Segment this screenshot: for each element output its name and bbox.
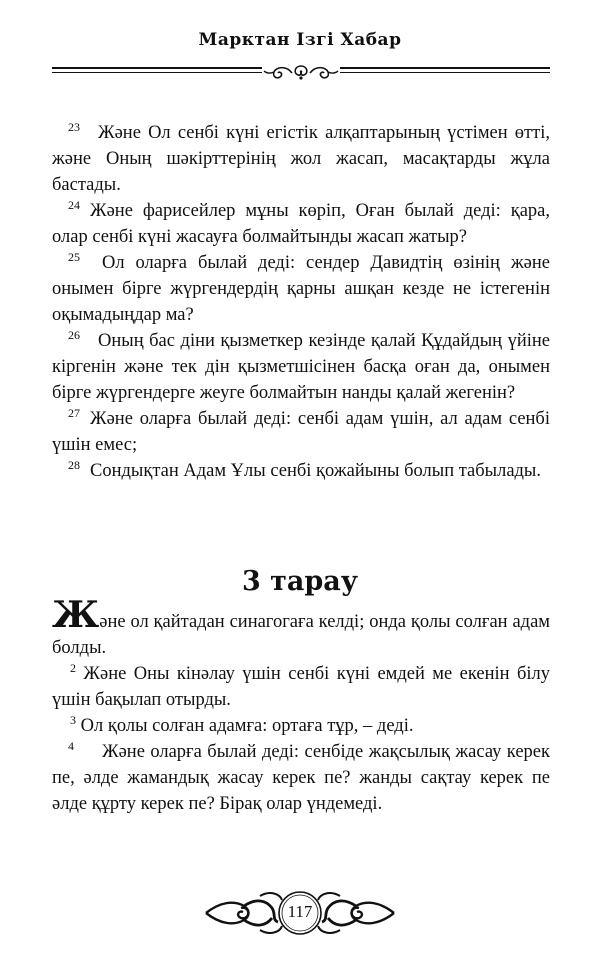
verse-3: $^3$ Ол қолы солған адамға: ортаға тұр, – деді. — [70, 712, 414, 736]
verse-23: $^{23}$ Және Ол сенбі күні егістік алқаптарының үстімен өтті, және Оның шәкірттерінің жол жасап, масақтарды жұла бастады. — [52, 119, 550, 195]
verse-4: $^4$ Және оларға былай деді: сенбіде жақсылық жасау керек пе, әлде жамандық жасау керек пе? жанды сақтау керек пе әлде құрту керек пе? Бірақ олар үндемеді. — [52, 738, 550, 814]
chapter-title: 3 тарау — [241, 566, 359, 597]
verse-1: Және ол қайтадан синагогаға келді; онда қолы солған адам болды. — [52, 594, 550, 658]
verse-27: $^{27}$ Және оларға былай деді: сенбі адам үшін, ал адам сенбі үшін емес; — [52, 405, 550, 455]
drop-cap: Ж — [52, 594, 100, 636]
verse-25: $^{25}$ Ол оларға былай деді: сендер Давидтің өзінің және онымен бірге жүргендердің қарны ашқан кезде не істегенін оқымадыңдар ма? — [52, 249, 550, 325]
verse-2: $^2$ Және Оны кінәлау үшін сенбі күні емдей ме екенін білу үшін бақылап отырды. — [52, 660, 550, 710]
verse-26: $^{26}$ Оның бас діни қызметкер кезінде қалай Құдайдың үйіне кіргенін және тек дін қызметшісінен басқа оған да, онымен бірге жүргендерге жеуге болмайтын нанды қалай жегенін? — [52, 327, 550, 403]
page-number: 117 — [287, 902, 313, 921]
running-head: Марктан Ізгі Хабар — [198, 30, 402, 50]
verse-24: $^{24}$ Және фарисейлер мұны көріп, Оған былай деді: қара, олар сенбі күні жасауға болмайтынды жасап жатыр? — [52, 197, 550, 247]
chapter-2-text — [52, 120, 550, 484]
verse-28: $^{28}$ Сондықтан Адам Ұлы сенбі қожайыны болып табылады. — [68, 457, 541, 481]
header-ornament-icon — [262, 63, 340, 83]
chapter-3-text — [52, 594, 550, 817]
